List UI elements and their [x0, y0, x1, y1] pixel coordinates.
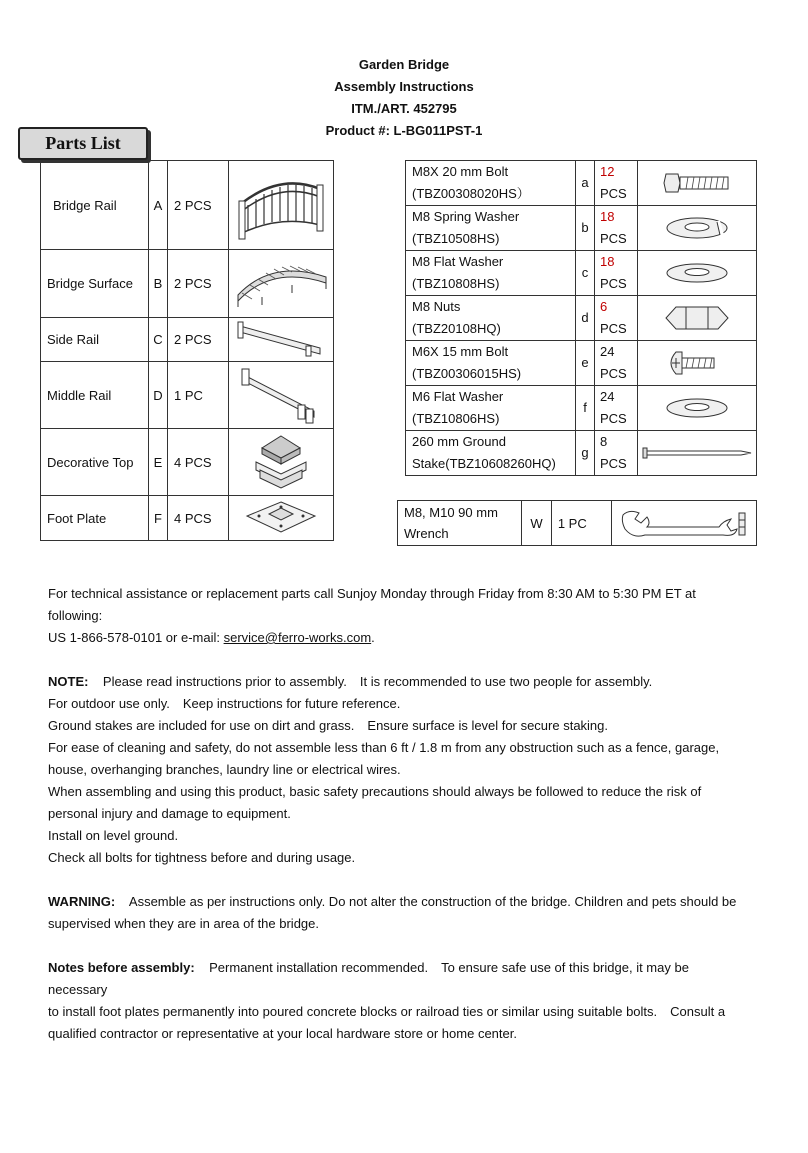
parts-list-badge: Parts List — [18, 127, 148, 160]
hardware-letter: b — [576, 206, 595, 251]
foot-plate-icon — [229, 496, 334, 541]
table-row — [406, 386, 757, 431]
document-subtitle: Assembly Instructions — [334, 79, 474, 94]
notes-before-line: Notes before assembly: Permanent installation recommended. To ensure safe use of this bridge, it may be necessary — [48, 960, 689, 997]
bridge-rail-icon — [229, 161, 334, 250]
table-row — [406, 206, 757, 251]
screw-icon — [638, 341, 757, 386]
part-qty: 4 PCS — [168, 429, 229, 496]
hardware-letter: f — [576, 386, 595, 431]
support-email-link[interactable]: service@ferro-works.com — [223, 630, 372, 645]
hardware-table — [405, 160, 757, 476]
notes-before-label: Notes before assembly: — [48, 960, 195, 975]
table-row — [406, 161, 757, 206]
part-letter: D — [149, 362, 168, 429]
part-qty: 2 PCS — [168, 318, 229, 362]
support-line: For technical assistance or replacement parts call Sunjoy Monday through Friday from 8:30 AM to 5:30 PM ET at following: — [48, 586, 696, 623]
note-line: house, overhanging branches, laundry line or electrical wires. — [48, 762, 401, 777]
hardware-name: M6X 15 mm Bolt (TBZ00306015HS) — [406, 341, 576, 386]
hardware-letter: g — [576, 431, 595, 476]
table-row — [406, 251, 757, 296]
part-qty: 2 PCS — [168, 161, 229, 250]
table-row — [398, 501, 757, 546]
hardware-qty: 24 PCS — [595, 341, 638, 386]
hardware-letter: c — [576, 251, 595, 296]
hardware-qty: 6 PCS — [595, 296, 638, 341]
part-letter: F — [149, 496, 168, 541]
part-letter: B — [149, 250, 168, 318]
part-letter: A — [149, 161, 168, 250]
table-row — [41, 161, 334, 250]
note-line: NOTE: Please read instructions prior to assembly. It is recommended to use two people for assembly. — [48, 674, 653, 689]
notes-before-line: qualified contractor or representative at your local hardware store or home center. — [48, 1026, 517, 1041]
wrench-icon — [612, 501, 757, 546]
hardware-qty: 1 PC — [551, 501, 612, 546]
flat-washer-icon — [638, 386, 757, 431]
hardware-name: M8 Spring Washer (TBZ10508HS) — [406, 206, 576, 251]
hardware-name: M6 Flat Washer (TBZ10806HS) — [406, 386, 576, 431]
parts-table-large — [40, 160, 334, 541]
note-line: For ease of cleaning and safety, do not assemble less than 6 ft / 1.8 m from any obstruction such as a fence, garage, — [48, 740, 720, 755]
nut-icon — [638, 296, 757, 341]
part-qty: 4 PCS — [168, 496, 229, 541]
middle-rail-icon — [229, 362, 334, 429]
table-row — [41, 362, 334, 429]
part-name: Middle Rail — [41, 362, 149, 429]
part-letter: C — [149, 318, 168, 362]
hardware-name: M8, M10 90 mm Wrench — [398, 501, 522, 546]
note-line: Check all bolts for tightness before and during usage. — [48, 850, 356, 865]
note-line: Install on level ground. — [48, 828, 179, 843]
part-name: Side Rail — [41, 318, 149, 362]
wrench-table — [397, 500, 757, 546]
table-row — [406, 341, 757, 386]
hardware-qty: 18 PCS — [595, 251, 638, 296]
warning-line: WARNING: Assemble as per instructions only. Do not alter the construction of the bridge. Children and pets should be — [48, 894, 737, 909]
ground-stake-icon — [638, 431, 757, 476]
note-line: For outdoor use only. Keep instructions for future reference. — [48, 696, 401, 711]
product-number: Product #: L-BG011PST-1 — [325, 123, 483, 138]
hardware-qty: 12 PCS — [595, 161, 638, 206]
table-row — [406, 296, 757, 341]
part-qty: 1 PC — [168, 362, 229, 429]
notes-before-line: to install foot plates permanently into poured concrete blocks or railroad ties or similar using suitable bolts. Consult a — [48, 1004, 726, 1019]
spring-washer-icon — [638, 206, 757, 251]
flat-washer-icon — [638, 251, 757, 296]
hardware-qty: 18 PCS — [595, 206, 638, 251]
part-name: Decorative Top — [41, 429, 149, 496]
part-letter: E — [149, 429, 168, 496]
note-line: Ground stakes are included for use on dirt and grass. Ensure surface is level for secure staking. — [48, 718, 609, 733]
bridge-surface-icon — [229, 250, 334, 318]
table-row — [41, 496, 334, 541]
hardware-qty: 24 PCS — [595, 386, 638, 431]
part-qty: 2 PCS — [168, 250, 229, 318]
hardware-letter: a — [576, 161, 595, 206]
decorative-top-icon — [229, 429, 334, 496]
bolt-icon — [638, 161, 757, 206]
warning-line: supervised when they are in area of the bridge. — [48, 916, 320, 931]
hardware-qty: 8 PCS — [595, 431, 638, 476]
hardware-letter: d — [576, 296, 595, 341]
note-line: When assembling and using this product, basic safety precautions should always be followed to reduce the risk of — [48, 784, 702, 799]
hardware-letter: W — [522, 501, 552, 546]
warning-label: WARNING: — [48, 894, 116, 909]
hardware-name: M8 Flat Washer (TBZ10808HS) — [406, 251, 576, 296]
product-title: Garden Bridge — [358, 57, 450, 72]
part-name: Foot Plate — [41, 496, 149, 541]
hardware-letter: e — [576, 341, 595, 386]
hardware-name: 260 mm Ground Stake(TBZ10608260HQ) — [406, 431, 576, 476]
instructions-body — [48, 583, 748, 1045]
part-name: Bridge Surface — [41, 250, 149, 318]
table-row — [41, 429, 334, 496]
hardware-name: M8 Nuts (TBZ20108HQ) — [406, 296, 576, 341]
table-row — [41, 250, 334, 318]
hardware-name: M8X 20 mm Bolt (TBZ00308020HS） — [406, 161, 576, 206]
support-contact: US 1-866-578-0101 or e-mail: service@ferro-works.com. — [48, 630, 375, 645]
table-row — [41, 318, 334, 362]
table-row — [406, 431, 757, 476]
side-rail-icon — [229, 318, 334, 362]
item-number: ITM./ART. 452795 — [351, 101, 457, 116]
note-label: NOTE: — [48, 674, 89, 689]
part-name: Bridge Rail — [41, 161, 149, 250]
note-line: personal injury and damage to equipment. — [48, 806, 291, 821]
